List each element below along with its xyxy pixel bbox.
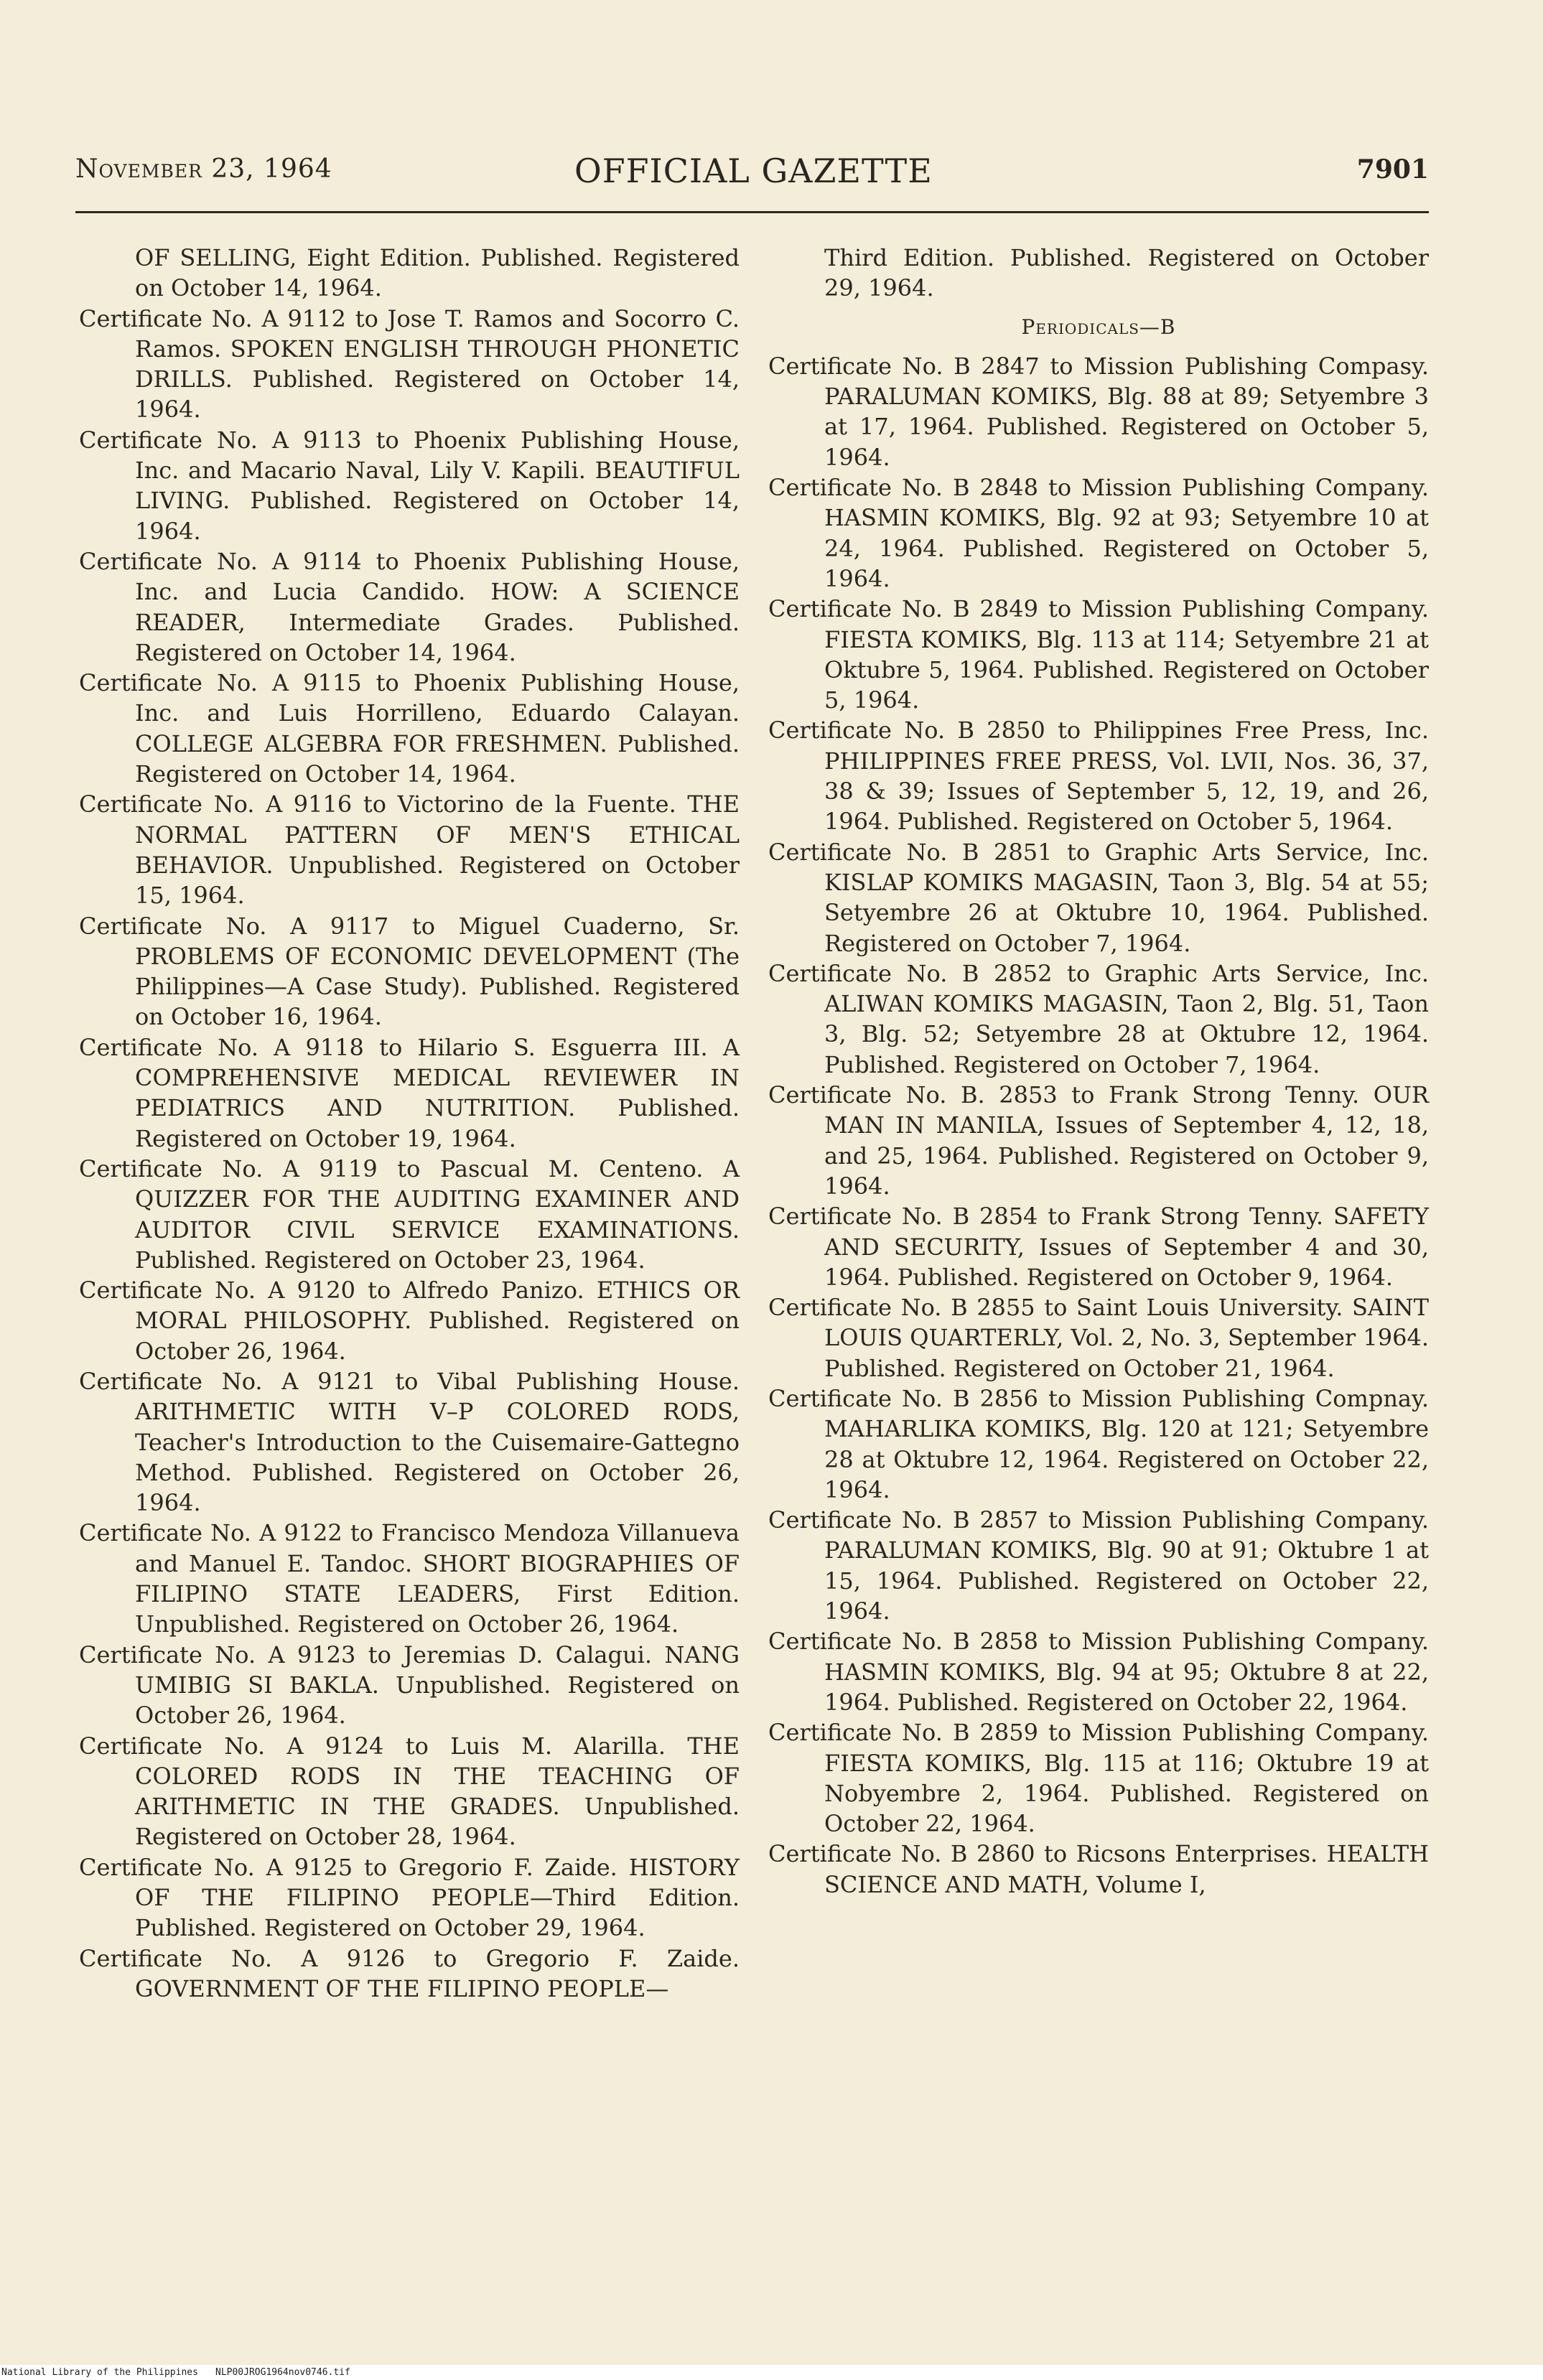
certificate-entry-a9117: Certificate No. A 9117 to Miguel Cuaderno, Sr. PROBLEMS OF ECONOMIC DEVELOPMENT (The Philippines—A Case Study). Published. Registered on October 16, 1964.: [79, 912, 740, 1031]
section-heading: Periodicals—B: [1021, 314, 1176, 339]
certificate-entry-a9113: Certificate No. A 9113 to Phoenix Publishing House, Inc. and Macario Naval, Lily V. Kapili. BEAUTIFUL LIVING. Published. Registered on October 14, 1964.: [79, 426, 740, 545]
certificate-entry-a9120: Certificate No. A 9120 to Alfredo Panizo. ETHICS OR MORAL PHILOSOPHY. Published. Registered on October 26, 1964.: [79, 1277, 740, 1365]
entry-continuation: OF SELLING, Eight Edition. Published. Registered on October 14, 1964.: [135, 244, 740, 302]
certificate-entry-a9126: Certificate No. A 9126 to Gregorio F. Zaide. GOVERNMENT OF THE FILIPINO PEOPLE—: [79, 1944, 740, 2002]
certificate-entry-a9114: Certificate No. A 9114 to Phoenix Publishing House, Inc. and Lucia Candido. HOW: A SCIENCE READER, Intermediate Grades. Published. Registered on October 14, 1964.: [79, 547, 740, 666]
right-column: [768, 243, 1429, 1900]
certificate-entry-b2849: Certificate No. B 2849 to Mission Publishing Company. FIESTA KOMIKS, Blg. 113 at 114; Setyembre 21 at Oktubre 5, 1964. Published. Registered on October 5, 1964.: [768, 595, 1429, 714]
page-header: [75, 151, 1429, 197]
certificate-entry-a9122: Certificate No. A 9122 to Francisco Mendoza Villanueva and Manuel E. Tandoc. SHORT BIOGRAPHIES OF FILIPINO STATE LEADERS, First Edition. Unpublished. Registered on October 26, 1964.: [79, 1519, 740, 1638]
certificate-entry-b2855: Certificate No. B 2855 to Saint Louis University. SAINT LOUIS QUARTERLY, Vol. 2, No. 3, September 1964. Published. Registered on October 21, 1964.: [768, 1294, 1429, 1382]
publication-title: OFFICIAL GAZETTE: [574, 151, 933, 190]
certificate-entry-b2854: Certificate No. B 2854 to Frank Strong Tenny. SAFETY AND SECURITY, Issues of September 4 and 30, 1964. Published. Registered on October 9, 1964.: [768, 1203, 1429, 1291]
certificate-entry-b2848: Certificate No. B 2848 to Mission Publishing Company. HASMIN KOMIKS, Blg. 92 at 93; Setyembre 10 at 24, 1964. Published. Registered on October 5, 1964.: [768, 474, 1429, 592]
certificate-entry-a9125: Certificate No. A 9125 to Gregorio F. Zaide. HISTORY OF THE FILIPINO PEOPLE—Third Edition. Published. Registered on October 29, 1964.: [79, 1853, 740, 1942]
certificate-entry-a9118: Certificate No. A 9118 to Hilario S. Esguerra III. A COMPREHENSIVE MEDICAL REVIEWER IN PEDIATRICS AND NUTRITION. Published. Registered on October 19, 1964.: [79, 1033, 740, 1152]
certificate-entry-a9112: Certificate No. A 9112 to Jose T. Ramos and Socorro C. Ramos. SPOKEN ENGLISH THROUGH PHONETIC DRILLS. Published. Registered on October 14, 1964.: [79, 304, 740, 424]
certificate-entry-a9123: Certificate No. A 9123 to Jeremias D. Calagui. NANG UMIBIG SI BAKLA. Unpublished. Registered on October 26, 1964.: [79, 1641, 740, 1730]
certificate-entry-b2858: Certificate No. B 2858 to Mission Publishing Company. HASMIN KOMIKS, Blg. 94 at 95; Oktubre 8 at 22, 1964. Published. Registered on October 22, 1964.: [768, 1628, 1429, 1716]
entry-continuation: Third Edition. Published. Registered on October 29, 1964.: [824, 244, 1429, 302]
certificate-entry-b2860: Certificate No. B 2860 to Ricsons Enterprises. HEALTH SCIENCE AND MATH, Volume I,: [768, 1840, 1429, 1898]
certificate-entry-b2850: Certificate No. B 2850 to Philippines Free Press, Inc. PHILIPPINES FREE PRESS, Vol. LVII, Nos. 36, 37, 38 & 39; Issues of September 5, 12, 19, and 26, 1964. Published. Registered on October 5, 1964.: [768, 717, 1429, 836]
certificate-entry-a9124: Certificate No. A 9124 to Luis M. Alarilla. THE COLORED RODS IN THE TEACHING OF ARITHMETIC IN THE GRADES. Unpublished. Registered on October 28, 1964.: [79, 1732, 740, 1851]
certificate-entry-a9116: Certificate No. A 9116 to Victorino de la Fuente. THE NORMAL PATTERN OF MEN'S ETHICAL BEHAVIOR. Unpublished. Registered on October 15, 1964.: [79, 790, 740, 910]
scan-footer: [0, 2365, 1543, 2380]
certificate-entry-b2853: Certificate No. B. 2853 to Frank Strong Tenny. OUR MAN IN MANILA, Issues of September 4, 12, 18, and 25, 1964. Published. Registered on October 9, 1964.: [768, 1081, 1429, 1200]
left-column: [79, 243, 740, 2004]
certificate-entry-b2856: Certificate No. B 2856 to Mission Publishing Compnay. MAHARLIKA KOMIKS, Blg. 120 at 121; Setyembre 28 at Oktubre 12, 1964. Registered on October 22, 1964.: [768, 1384, 1429, 1503]
issue-date: November 23, 1964: [75, 154, 332, 184]
certificate-entry-b2851: Certificate No. B 2851 to Graphic Arts Service, Inc. KISLAP KOMIKS MAGASIN, Taon 3, Blg. 54 at 55; Setyembre 26 at Oktubre 10, 1964. Published. Registered on October 7, 1964.: [768, 838, 1429, 957]
certificate-entry-a9115: Certificate No. A 9115 to Phoenix Publishing House, Inc. and Luis Horrilleno, Eduardo Calayan. COLLEGE ALGEBRA FOR FRESHMEN. Published. Registered on October 14, 1964.: [79, 669, 740, 788]
certificate-entry-a9119: Certificate No. A 9119 to Pascual M. Centeno. A QUIZZER FOR THE AUDITING EXAMINER AND AUDITOR CIVIL SERVICE EXAMINATIONS. Published. Registered on October 23, 1964.: [79, 1154, 740, 1274]
page-number: 7901: [1356, 154, 1429, 185]
certificate-entry-b2847: Certificate No. B 2847 to Mission Publishing Compasy. PARALUMAN KOMIKS, Blg. 88 at 89; Setyembre 3 at 17, 1964. Published. Registered on October 5, 1964.: [768, 352, 1429, 471]
footer-library: National Library of the Philippines: [1, 2367, 198, 2378]
certificate-entry-b2852: Certificate No. B 2852 to Graphic Arts Service, Inc. ALIWAN KOMIKS MAGASIN, Taon 2, Blg. 51, Taon 3, Blg. 52; Setyembre 28 at Oktubre 12, 1964. Published. Registered on October 7, 1964.: [768, 959, 1429, 1078]
certificate-entry-b2857: Certificate No. B 2857 to Mission Publishing Company. PARALUMAN KOMIKS, Blg. 90 at 91; Oktubre 1 at 15, 1964. Published. Registered on October 22, 1964.: [768, 1506, 1429, 1625]
certificate-entry-b2859: Certificate No. B 2859 to Mission Publishing Company. FIESTA KOMIKS, Blg. 115 at 116; Oktubre 19 at Nobyembre 2, 1964. Published. Registered on October 22, 1964.: [768, 1719, 1429, 1838]
certificate-entry-a9121: Certificate No. A 9121 to Vibal Publishing House. ARITHMETIC WITH V–P COLORED RODS, Teacher's Introduction to the Cuisemaire-Gattegno Method. Published. Registered on October 26, 1964.: [79, 1367, 740, 1517]
footer-file: NLP00JROG1964nov0746.tif: [215, 2367, 350, 2378]
header-rule: [75, 211, 1429, 213]
